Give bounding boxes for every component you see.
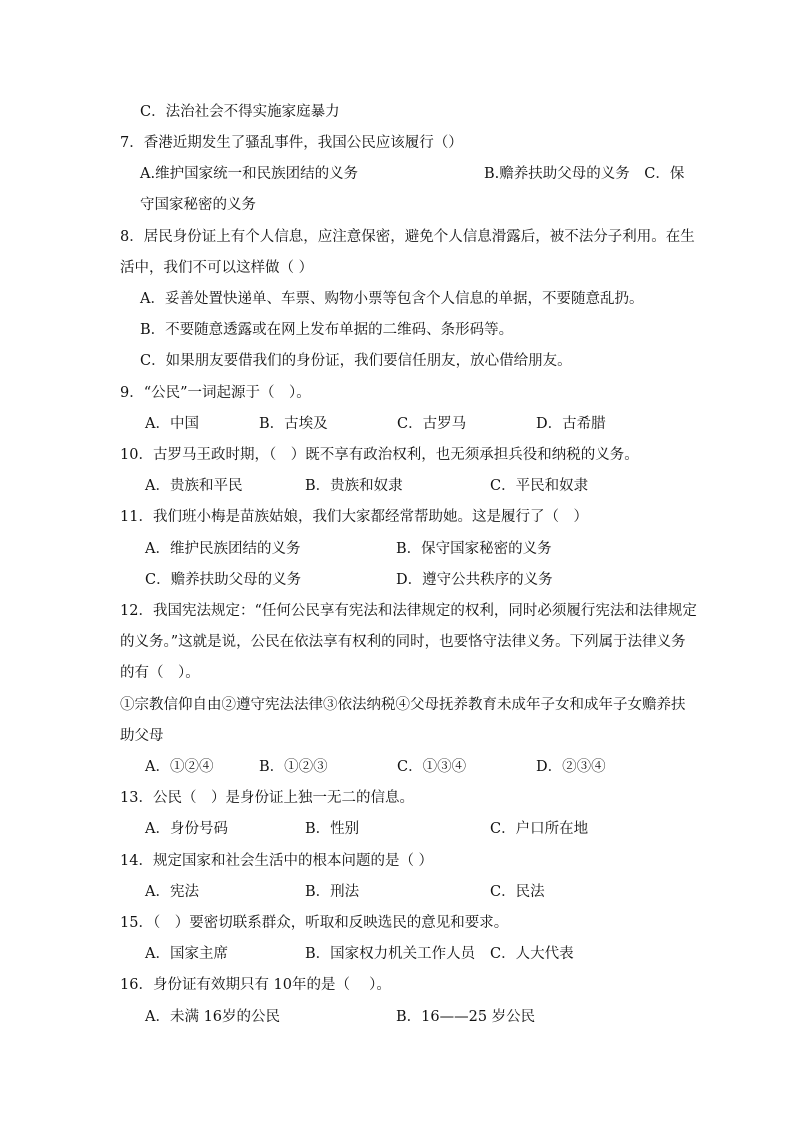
text-line xyxy=(0,569,794,591)
option-c: C．古罗马 xyxy=(397,416,467,432)
option-b: B.赡养扶助父母的义务 C．保 xyxy=(484,166,685,182)
option-a: A．宪法 xyxy=(145,884,199,900)
option-c: C．民法 xyxy=(490,884,545,900)
option-a: A．中国 xyxy=(145,416,199,432)
question-text: 12．我国宪法规定：“任何公民享有宪法和法律规定的权利，同时必须履行宪法和法律规定 xyxy=(120,603,697,619)
option-c: C．如果朋友要借我们的身份证，我们要信任朋友，放心借给朋友。 xyxy=(140,353,572,369)
option-b: B．不要随意透露或在网上发布单据的二维码、条形码等。 xyxy=(140,322,514,338)
text-line xyxy=(0,756,794,778)
question-text: 9．“公民”一词起源于（ ）。 xyxy=(120,385,311,401)
question-text: 14．规定国家和社会生活中的根本问题的是（ ） xyxy=(120,853,434,869)
option-a: A.维护国家统一和民族团结的义务 xyxy=(140,166,359,182)
question-text: 10．古罗马王政时期，（ ）既不享有政治权利，也无须承担兵役和纳税的义务。 xyxy=(120,447,639,463)
question-text-continued: 的义务。”这就是说，公民在依法享有权利的同时，也要恪守法律义务。下列属于法律义务 xyxy=(120,634,686,650)
option-a: A．①②④ xyxy=(145,759,214,775)
option-c: C．赡养扶助父母的义务 xyxy=(145,572,302,588)
question-16 xyxy=(0,974,794,996)
option-c-continued: 守国家秘密的义务 xyxy=(140,197,256,213)
question-text: 11．我们班小梅是苗族姑娘，我们大家都经常帮助她。这是履行了（ ） xyxy=(120,509,588,525)
question-12 xyxy=(0,600,794,622)
question-text: 15．（ ）要密切联系群众，听取和反映选民的意见和要求。 xyxy=(120,915,509,931)
question-text: 16．身份证有效期只有 10年的是（ ）。 xyxy=(120,977,391,993)
text-line xyxy=(0,319,794,341)
option-c: C．人大代表 xyxy=(490,946,574,962)
text-line xyxy=(0,350,794,372)
text-line xyxy=(0,631,794,653)
text-line xyxy=(0,818,794,840)
option-b: B．性别 xyxy=(305,821,360,837)
option-a: A．妥善处置快递单、车票、购物小票等包含个人信息的单据，不要随意乱扔。 xyxy=(140,291,644,307)
option-a: A．维护民族团结的义务 xyxy=(145,541,301,557)
text-line xyxy=(0,194,794,216)
option-a: A．国家主席 xyxy=(145,946,228,962)
text-line xyxy=(0,1006,794,1028)
question-text: 7．香港近期发生了骚乱事件，我国公民应该履行（） xyxy=(120,135,463,151)
text-line xyxy=(0,725,794,747)
question-text: 8．居民身份证上有个人信息，应注意保密，避免个人信息滑露后，被不法分子利用。在生 xyxy=(120,229,695,245)
question-14 xyxy=(0,850,794,872)
question-text-continued: 的有（ ）。 xyxy=(120,665,200,681)
text-line xyxy=(0,943,794,965)
question-13 xyxy=(0,787,794,809)
question-8 xyxy=(0,226,794,248)
option-a: A．贵族和平民 xyxy=(145,478,243,494)
statement-list: ①宗教信仰自由②遵守宪法法律③依法纳税④父母抚养教育未成年子女和成年子女赡养扶 xyxy=(120,697,686,713)
option-a: A．身份号码 xyxy=(145,821,228,837)
text-line xyxy=(0,163,794,185)
question-10 xyxy=(0,444,794,466)
text-line xyxy=(0,475,794,497)
question-text-continued: 活中，我们不可以这样做（ ） xyxy=(120,260,314,276)
option-d: D．古希腊 xyxy=(536,416,606,432)
option-b: B．保守国家秘密的义务 xyxy=(396,541,552,557)
option-c: C．法治社会不得实施家庭暴力 xyxy=(140,104,340,120)
text-line xyxy=(0,101,794,123)
statement-list-continued: 助父母 xyxy=(120,728,164,744)
option-b: B．贵族和奴隶 xyxy=(305,478,403,494)
text-line xyxy=(0,881,794,903)
option-b: B．16——25 岁公民 xyxy=(396,1009,536,1025)
option-d: D．遵守公共秩序的义务 xyxy=(396,572,553,588)
option-c: C．户口所在地 xyxy=(490,821,589,837)
option-a: A．未满 16岁的公民 xyxy=(145,1009,281,1025)
option-d: D．②③④ xyxy=(536,759,606,775)
text-line xyxy=(0,257,794,279)
question-11 xyxy=(0,506,794,528)
option-c: C．①③④ xyxy=(397,759,467,775)
question-text: 13．公民（ ）是身份证上独一无二的信息。 xyxy=(120,790,414,806)
question-7 xyxy=(0,132,794,154)
option-b: B．国家权力机关工作人员 xyxy=(305,946,476,962)
text-line xyxy=(0,413,794,435)
option-c: C．平民和奴隶 xyxy=(490,478,589,494)
text-line xyxy=(0,288,794,310)
question-15 xyxy=(0,912,794,934)
option-b: B．刑法 xyxy=(305,884,360,900)
question-9 xyxy=(0,382,794,404)
option-b: B．古埃及 xyxy=(259,416,328,432)
text-line xyxy=(0,662,794,684)
option-b: B．①②③ xyxy=(259,759,328,775)
text-line xyxy=(0,538,794,560)
text-line xyxy=(0,694,794,716)
